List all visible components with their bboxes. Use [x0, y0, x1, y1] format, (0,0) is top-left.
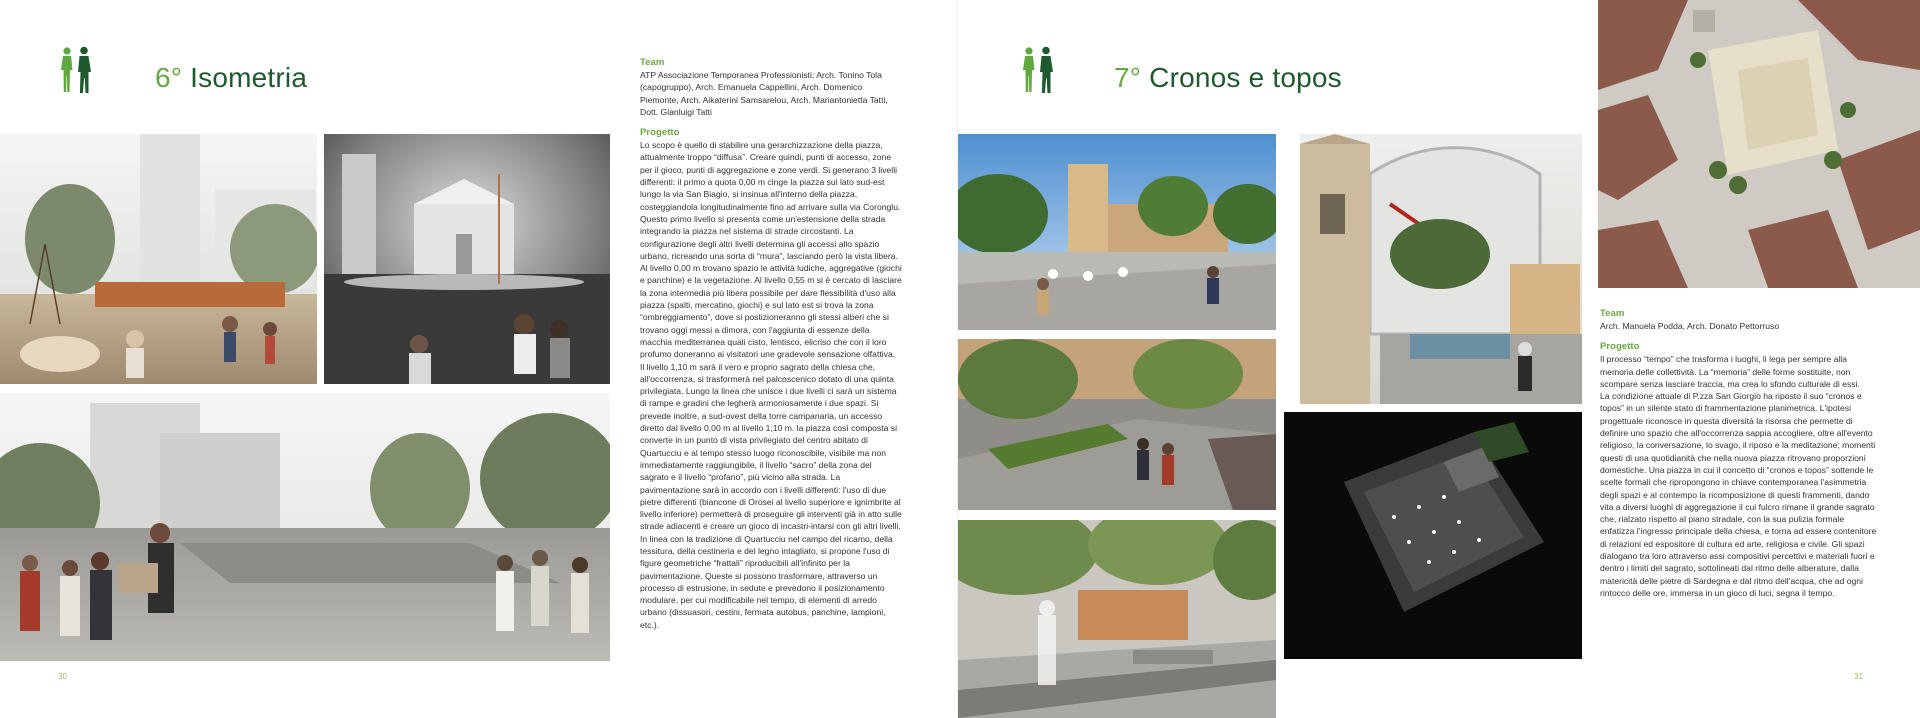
progetto-heading: Progetto [640, 127, 680, 139]
render-olive-trees-photo [958, 520, 1276, 718]
chapter-title-6 [155, 62, 307, 94]
left-page [0, 0, 958, 718]
people-icon [58, 45, 98, 95]
progetto-text: Il processo “tempo” che trasforma i luoghi, li lega per sempre alla memoria delle collettività. La “memoria” delle forme sostituite, non scompare senza lasciare traccia, ma crea lo sfondo culturale di essi. La condizione attuale di P.zza San Giorgio ha riposto il suo “cronos e topos” in un silente stato di frammentazione planimetrica. L'ipotesi progettuale riconosce in questa diversità la risorsa che permette di definire uno spazio che all'occorrenza sappia accogliere, oltre all'evento religioso, la conversazione, lo svago, il riposo e la meditazione; momenti questi di una quotidianità che nella nuova piazza ritrovano proporzioni domestiche. Una piazza in cui il concetto di “cronos e topos” sottende le scelte formali che ripropongono in chiave contemporanea l'asimmetria degli spazi e al contempo la ricomposizione di questi frammenti, dando vita a diversi luoghi di aggregazione il cui fulcro rimane il grande sagrato che, rialzato rispetto al piano stradale, con la sua pulizia formale enfatizza l'ingresso principale della chiesa, e torna ad essere contenitore di relazioni ed espositore di cultura ed arte, religiosa e civile. Gli spazi dialogano tra loro attraverso assi compositivi percettivi e materiali fuori e dentro i limiti del sagrato, sottolineati dal ritmo delle alberature, dalla matericità delle pietre di Sardegna e dal ritmo dell'acqua, che ad ogni rintocco delle ore, immersa in un gioco di luci, segna il tempo. [1600, 354, 1877, 598]
chapter-number: 6° [155, 62, 183, 93]
render-bell-tower-clock-photo [1300, 134, 1582, 404]
team-text: Arch. Manuela Podda, Arch. Donato Pettorruso [1600, 321, 1780, 331]
right-text-column [1600, 307, 1878, 599]
render-square-palms-photo [958, 134, 1276, 330]
right-page [958, 0, 1920, 718]
chapter-title-7 [1114, 62, 1342, 94]
team-heading: Team [1600, 308, 1625, 319]
render-playground-photo [0, 134, 317, 384]
render-green-beds-photo [958, 339, 1276, 510]
render-night-aerial-photo [1284, 412, 1582, 659]
render-festival-square-photo [0, 393, 610, 661]
progetto-text: Lo scopo è quello di stabilire una gerarchizzazione della piazza, attualmente troppo “diffusa”. Creare quindi, punti di accesso, zone per il gioco, punti di aggregazione e zone verdi. Si generano 3 livelli differenti: il primo a quota 0,00 m cinge la piazza sul lato sud-est lungo la via San Biagio, si insinua all'interno della piazza, costeggiandola longitudinalmente fino ad arrivare sulla via Coronglu. Questo primo livello si presenta come un'estensione della strada integrando la piazza nel sistema di strade circostanti. La configurazione degli altri livelli determina gli accessi allo spazio urbano, ricreando una sorta di “mura”, lasciando però la vista libera. Al livello 0,00 m trovano spazio le attività ludiche, aggregative (giochi e panchine) e la vegetazione. Al livello 0,55 m si è cercato di lasciare la zona intermedia più libera possibile per dare flessibilità d'uso alla piazza (spalti, mercatino, giochi) e sul lato est si trova la zona “ombreggiamento”, dove si postizioneranno gli stessi alberi che si trovano oggi messi a dimora, con l'aggiunta di essenze della macchia mediterranea quali cisto, lentisco, elicriso che con il loro profumo doneranno ai visitatori une gradevole sensazione olfattiva. Il livello 1,10 m sarà il vero e proprio sagrato della chiesa che, all'occorrenza, si trasformerà nel palcoscenico dotato di una quinta privilegiata. Lungo la linea che unisce i due livelli ci sarà un sistema di rampe e gradini che legherà armoniosamente i due spazi. Si prevede inoltre, a sud-ovest della torre campanaria, un accesso diretto dal livello 0,00 m al livello 1,10 m. la piazza così composta si converte in un punto di vista privilegiato del centro abitato di Quartucciu e al tempo stesso luogo riconoscibile, visibile ma non immediatamente raggiungibile, il livello “sacro” della zona del sagrato e il livello “profano”, più vicino alla strada. La pavimentazione sarà in accordo con i livelli differenti: l'uso di due pietre differenti (biancone di Orosei al livello superiore e ignimbrite al livello inferiore) permetterà di proseguire gli interventi già in atto sulle strade adiacenti e creare un gioco di incastri-intarsi con gli altri livelli. In linea con la tradizione di Quartucciu nel campo del ricamo, della tessitura, della cestineria e del legno intagliato, si propone l'uso di figure geometriche “frattali” riproducibili all'infinito per la pavimentazione. Queste si possono trasformare, attraverso un processo di estrusione, in sedute e prevedono il posizionamento modulare, per cui modificabile nel tempo, di elementi di arredo urbano (dissuasori, cestini, fermata autobus, panchine, lampioni, etc.). [640, 140, 902, 630]
chapter-name: Isometria [190, 62, 308, 93]
aerial-site-plan-photo [1598, 0, 1920, 288]
render-church-night-photo [324, 134, 610, 384]
page-number: 30 [58, 672, 67, 681]
chapter-number: 7° [1114, 62, 1142, 93]
chapter-name: Cronos e topos [1149, 62, 1342, 93]
left-text-column [640, 56, 902, 631]
progetto-heading: Progetto [1600, 341, 1640, 353]
team-text: ATP Associazione Temporanea Professionisti: Arch. Tonino Tola (capogruppo), Arch. Emanuela Cappellini, Arch. Domenico Piemonte, Arch. Aikaterini Samsarelou, Arch. Mariantonietta Tatti, Dott. Gianluigi Tatti [640, 70, 888, 117]
page-number: 31 [1854, 672, 1863, 681]
team-heading: Team [640, 57, 665, 68]
people-icon [1020, 45, 1060, 95]
